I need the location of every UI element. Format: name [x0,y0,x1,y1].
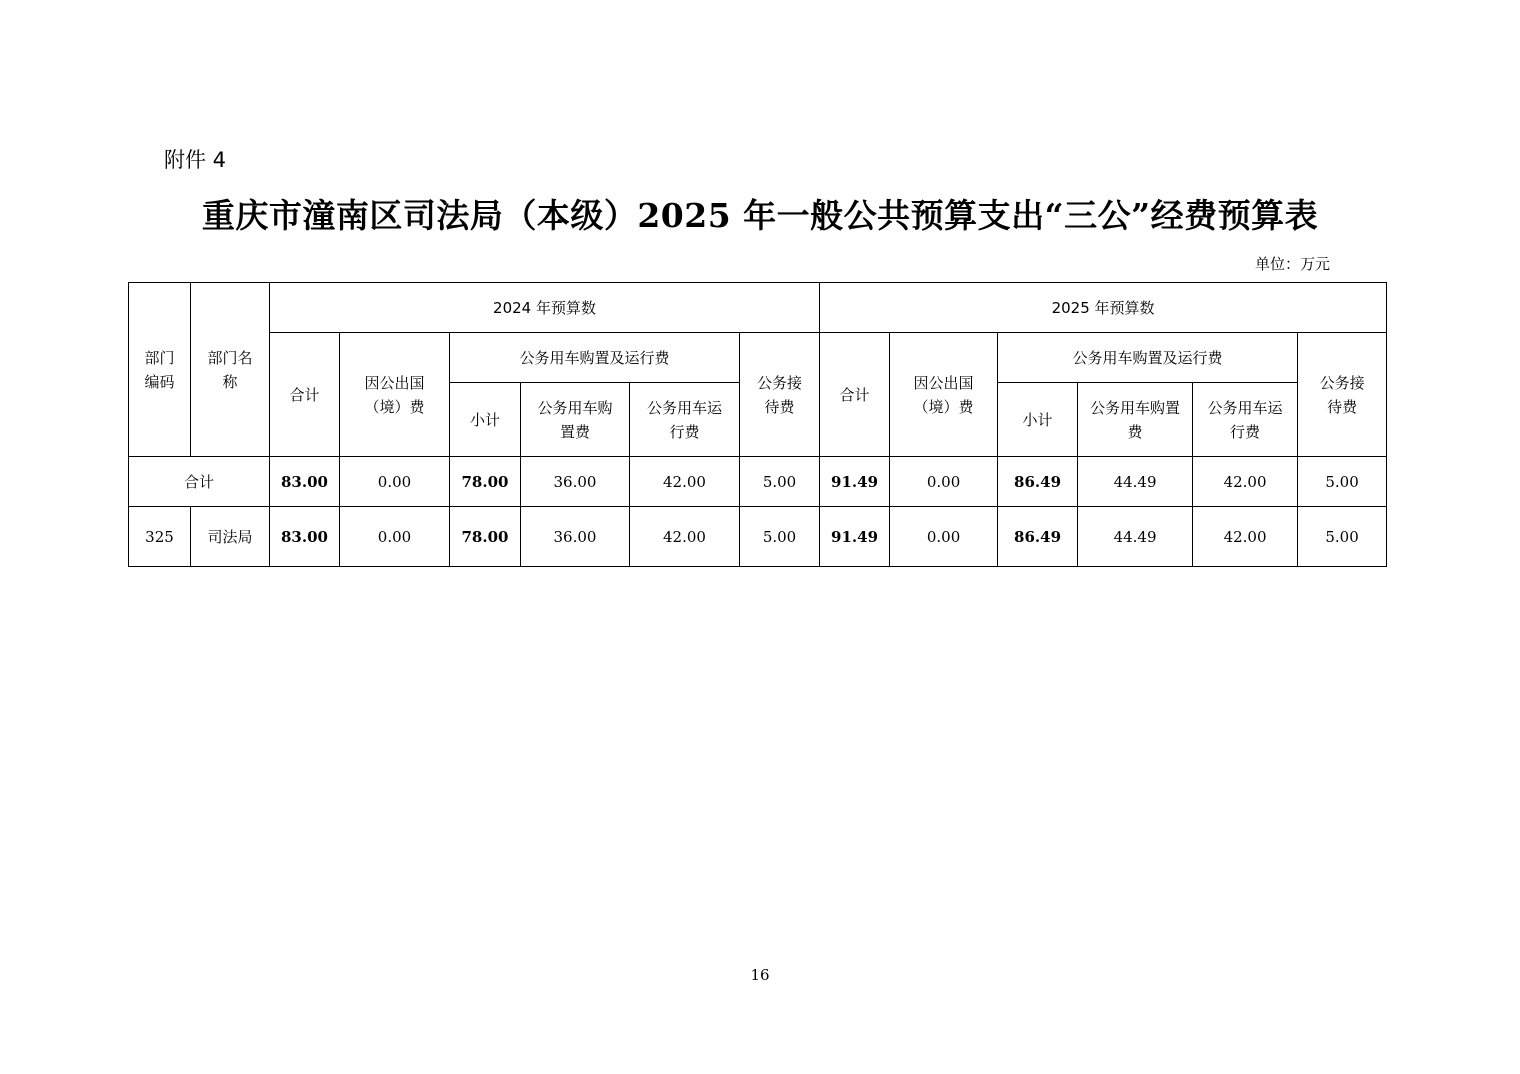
header-dept-code: 部门编码 [129,283,191,457]
header-row-category [129,333,1387,383]
cell-2024-subtotal: 78.00 [450,457,521,507]
header-2025-total: 合计 [820,333,890,457]
cell-2025-total: 91.49 [820,457,890,507]
header-2025-vehicle-run: 公务用车运行费 [1193,383,1298,457]
cell-dept-name: 司法局 [191,507,270,567]
header-dept-name: 部门名称 [191,283,270,457]
cell-2025-purchase: 44.49 [1078,457,1193,507]
header-2025-reception: 公务接待费 [1298,333,1387,457]
budget-table [128,282,1387,567]
cell-2025-run: 42.00 [1193,507,1298,567]
table-row-total [129,457,1387,507]
cell-2025-subtotal: 86.49 [998,457,1078,507]
header-2025-vehicle-purchase: 公务用车购置费 [1078,383,1193,457]
cell-2024-reception: 5.00 [740,507,820,567]
attachment-label: 附件 4 [164,148,227,172]
cell-2024-total: 83.00 [270,457,340,507]
cell-2024-subtotal: 78.00 [450,507,521,567]
cell-2024-run: 42.00 [630,457,740,507]
header-2024-abroad: 因公出国（境）费 [340,333,450,457]
cell-2025-purchase: 44.49 [1078,507,1193,567]
header-2024-vehicle: 公务用车购置及运行费 [450,333,740,383]
cell-2025-abroad: 0.00 [890,457,998,507]
cell-2024-reception: 5.00 [740,457,820,507]
header-2024-reception: 公务接待费 [740,333,820,457]
cell-2025-subtotal: 86.49 [998,507,1078,567]
header-2025-subtotal: 小计 [998,383,1078,457]
cell-2025-abroad: 0.00 [890,507,998,567]
cell-2024-purchase: 36.00 [521,457,630,507]
cell-2024-purchase: 36.00 [521,507,630,567]
header-2025-abroad: 因公出国（境）费 [890,333,998,457]
cell-2025-total: 91.49 [820,507,890,567]
unit-label: 单位：万元 [1254,255,1330,273]
page-number: 16 [750,966,770,984]
cell-2024-run: 42.00 [630,507,740,567]
header-2024-budget: 2024 年预算数 [270,283,820,333]
header-2025-budget: 2025 年预算数 [820,283,1387,333]
header-row-year [129,283,1387,333]
total-label: 合计 [129,457,270,507]
header-2024-subtotal: 小计 [450,383,521,457]
header-2025-vehicle: 公务用车购置及运行费 [998,333,1298,383]
header-2024-vehicle-purchase: 公务用车购置费 [521,383,630,457]
header-2024-vehicle-run: 公务用车运行费 [630,383,740,457]
header-2024-total: 合计 [270,333,340,457]
page-title: 重庆市潼南区司法局（本级）2025 年一般公共预算支出“三公”经费预算表 [201,196,1319,235]
cell-2024-total: 83.00 [270,507,340,567]
cell-2024-abroad: 0.00 [340,507,450,567]
cell-2025-reception: 5.00 [1298,507,1387,567]
cell-2024-abroad: 0.00 [340,457,450,507]
table-row [129,507,1387,567]
cell-2025-reception: 5.00 [1298,457,1387,507]
cell-2025-run: 42.00 [1193,457,1298,507]
cell-dept-code: 325 [129,507,191,567]
